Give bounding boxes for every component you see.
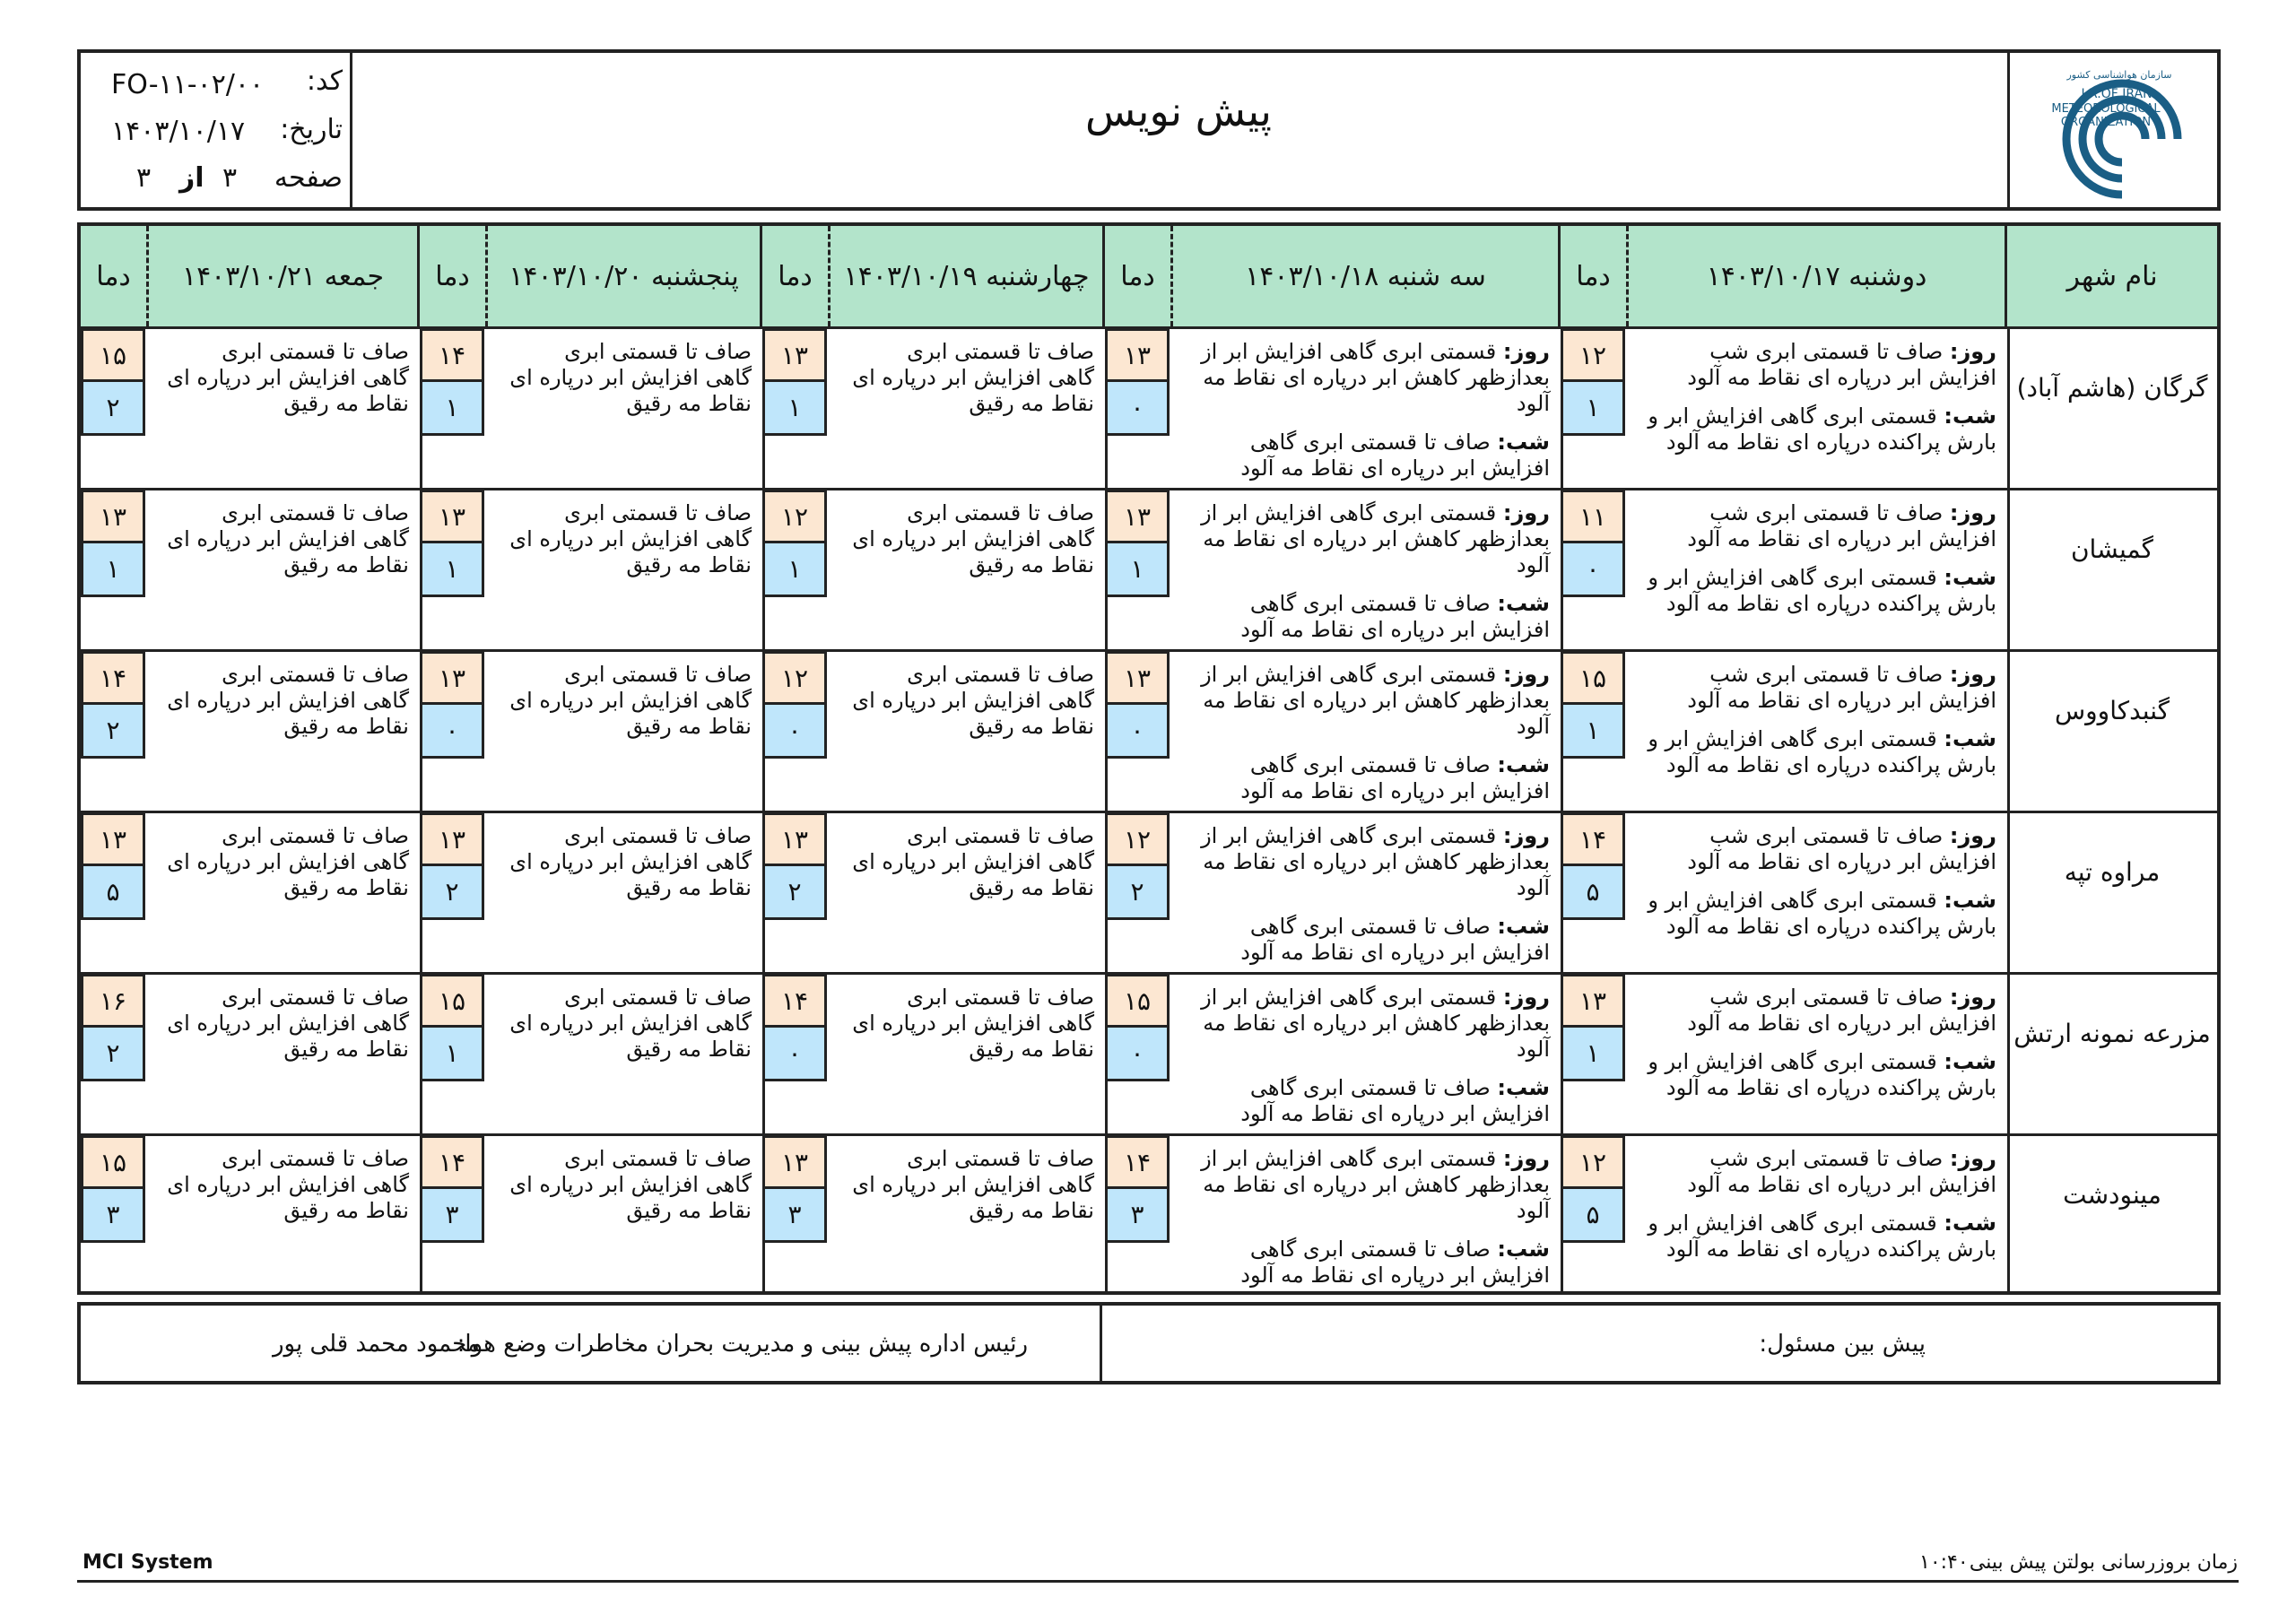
forecast-line: نقاط مه رقیق [626, 552, 752, 577]
col-header-city: نام شهر [2007, 226, 2217, 326]
page-title: پیش نویس [1085, 87, 1272, 135]
logo-spiral-icon [2016, 60, 2218, 204]
forecast-day-line [1203, 688, 1550, 714]
temp-min: ۱ [420, 382, 484, 436]
forecast-day-line [1709, 823, 1996, 849]
night-text: بارش پراکنده درپاره ای نقاط مه آلود [1665, 752, 1996, 777]
day-text: بعدازظهر کاهش ابر درپاره ای نقاط مه [1203, 526, 1550, 551]
temp-min: ۲ [420, 866, 484, 920]
forecast-line: نقاط مه رقیق [969, 1037, 1094, 1062]
forecast-line: گاهی افزایش ابر درپاره ای [167, 1011, 409, 1036]
forecast-line: نقاط مه رقیق [626, 1037, 752, 1062]
night-label: شب: [1497, 1237, 1550, 1262]
forecast-line: گاهی افزایش ابر درپاره ای [167, 526, 409, 551]
temp-min: ۱ [1105, 543, 1170, 597]
day-text: بعدازظهر کاهش ابر درپاره ای نقاط مه [1203, 365, 1550, 390]
temp-min: ۱ [420, 543, 484, 597]
code-value: FO-۱۱-۰۲/۰۰ [111, 69, 265, 100]
code-label: کد: [306, 65, 343, 97]
temp-min: ۰ [1561, 543, 1625, 597]
night-text: قسمتی ابری گاهی افزایش ابر و [1648, 565, 1937, 590]
temp-min: ۵ [1561, 866, 1625, 920]
forecast-day-line [1201, 823, 1550, 849]
day-text: قسمتی ابری گاهی افزایش ابر از [1201, 823, 1497, 848]
temp-max: ۱۳ [762, 812, 827, 866]
forecast-line: صاف تا قسمتی ابری [564, 500, 752, 525]
temp-max: ۱۳ [1105, 490, 1170, 543]
night-text: صاف تا قسمتی ابری گاهی [1249, 430, 1491, 455]
forecast-line: نقاط مه رقیق [283, 1198, 409, 1223]
forecast-line: صاف تا قسمتی ابری [222, 662, 409, 687]
temp-min: ۵ [81, 866, 145, 920]
temp-max: ۱۴ [762, 974, 827, 1028]
day-text: صاف تا قسمتی ابری شب [1709, 823, 1944, 848]
forecast-line: صاف تا قسمتی ابری [907, 339, 1094, 364]
head-label: رئیس اداره پیش بینی و مدیریت بحران مخاطرات وضع هوا: [457, 1331, 1028, 1358]
temp-max: ۱۲ [1561, 328, 1625, 382]
forecast-night-line [1250, 1237, 1550, 1263]
forecast-night-line [1666, 1075, 1996, 1101]
day-text: صاف تا قسمتی ابری شب [1709, 500, 1944, 525]
temp-max: ۱۵ [420, 974, 484, 1028]
day-text: آلود [1516, 714, 1550, 739]
night-text: قسمتی ابری گاهی افزایش ابر و [1648, 888, 1937, 913]
temp-max: ۱۵ [81, 328, 145, 382]
day-label: روز: [1949, 662, 1996, 687]
temp-max: ۱۳ [420, 651, 484, 705]
forecast-day-line [1201, 662, 1550, 688]
day-text: افزایش ابر درپاره ای نقاط مه آلود [1687, 526, 1996, 551]
temp-max: ۱۳ [762, 1135, 827, 1189]
forecast-line: نقاط مه رقیق [283, 391, 409, 416]
forecast-line: گاهی افزایش ابر درپاره ای [852, 1172, 1094, 1197]
col-header-day: پنجشنبه ۱۴۰۳/۱۰/۲۰ [488, 226, 762, 326]
day-text: آلود [1516, 552, 1550, 577]
forecast-night-line [1250, 1075, 1550, 1101]
head-name: محمود محمد قلی پور [273, 1331, 480, 1358]
forecast-line: نقاط مه رقیق [969, 552, 1094, 577]
temp-min: ۱ [420, 1028, 484, 1081]
day-label: روز: [1502, 662, 1550, 687]
forecast-day-line [1687, 688, 1996, 714]
day-text: افزایش ابر درپاره ای نقاط مه آلود [1687, 1172, 1996, 1197]
forecast-day-line [1517, 391, 1550, 417]
forecast-day-line [1687, 849, 1996, 875]
night-text: قسمتی ابری گاهی افزایش ابر و [1648, 726, 1937, 751]
forecaster-label: پیش بین مسئول: [1759, 1331, 1926, 1358]
night-label: شب: [1944, 1211, 1996, 1236]
day-text: بعدازظهر کاهش ابر درپاره ای نقاط مه [1203, 1172, 1550, 1197]
forecast-line: صاف تا قسمتی ابری [564, 1146, 752, 1171]
col-header-temp: دما [420, 226, 488, 326]
col-header-day: چهارشنبه ۱۴۰۳/۱۰/۱۹ [831, 226, 1105, 326]
forecast-line: نقاط مه رقیق [969, 714, 1094, 739]
day-text: بعدازظهر کاهش ابر درپاره ای نقاط مه [1203, 688, 1550, 713]
forecast-line: نقاط مه رقیق [283, 1037, 409, 1062]
forecast-night-line [1240, 778, 1550, 804]
col-header-temp: دما [81, 226, 149, 326]
forecast-line: صاف تا قسمتی ابری [222, 985, 409, 1010]
city-name: مراوه تپه [2064, 857, 2161, 887]
forecast-line: نقاط مه رقیق [283, 714, 409, 739]
night-text: افزایش ابر درپاره ای نقاط مه آلود [1240, 940, 1550, 965]
forecast-line: گاهی افزایش ابر درپاره ای [509, 526, 752, 551]
day-label: روز: [1949, 500, 1996, 525]
night-label: شب: [1944, 888, 1996, 913]
day-text: صاف تا قسمتی ابری شب [1709, 662, 1944, 687]
temp-min: ۰ [762, 1028, 827, 1081]
night-text: افزایش ابر درپاره ای نقاط مه آلود [1240, 617, 1550, 642]
forecast-night-line [1240, 1101, 1550, 1127]
night-text: افزایش ابر درپاره ای نقاط مه آلود [1240, 456, 1550, 481]
forecast-night-line [1648, 888, 1996, 914]
update-label: زمان بروزرسانی بولتن پیش بینی [1969, 1551, 2238, 1574]
forecast-day-line [1687, 1011, 1996, 1037]
day-text: افزایش ابر درپاره ای نقاط مه آلود [1687, 365, 1996, 390]
temp-max: ۱۴ [1561, 812, 1625, 866]
forecast-line: صاف تا قسمتی ابری [907, 1146, 1094, 1171]
temp-max: ۱۴ [81, 651, 145, 705]
forecast-night-line [1250, 914, 1550, 940]
temp-max: ۱۲ [1105, 812, 1170, 866]
city-name: مزرعه نمونه ارتش [2013, 1019, 2211, 1048]
night-text: صاف تا قسمتی ابری گاهی [1249, 591, 1491, 616]
forecast-day-line [1201, 500, 1550, 526]
forecast-day-line [1687, 1172, 1996, 1198]
day-text: بعدازظهر کاهش ابر درپاره ای نقاط مه [1203, 849, 1550, 874]
forecast-line: گاهی افزایش ابر درپاره ای [167, 365, 409, 390]
night-label: شب: [1497, 914, 1550, 939]
forecast-night-line [1648, 565, 1996, 591]
forecast-line: گاهی افزایش ابر درپاره ای [852, 1011, 1094, 1036]
forecast-line: گاهی افزایش ابر درپاره ای [167, 688, 409, 713]
form-header [77, 49, 2221, 211]
forecast-day-line [1709, 339, 1996, 365]
night-text: بارش پراکنده درپاره ای نقاط مه آلود [1665, 591, 1996, 616]
page-of: از [179, 162, 204, 194]
night-text: قسمتی ابری گاهی افزایش ابر و [1648, 1049, 1937, 1074]
forecast-line: گاهی افزایش ابر درپاره ای [167, 849, 409, 874]
forecast-day-line [1709, 662, 1996, 688]
forecast-line: نقاط مه رقیق [626, 875, 752, 900]
night-label: شب: [1497, 591, 1550, 616]
forecast-table [77, 222, 2221, 1295]
forecast-line: گاهی افزایش ابر درپاره ای [509, 688, 752, 713]
forecast-line: صاف تا قسمتی ابری [564, 823, 752, 848]
forecast-line: نقاط مه رقیق [626, 1198, 752, 1223]
forecast-line: صاف تا قسمتی ابری [907, 500, 1094, 525]
temp-min: ۰ [762, 705, 827, 759]
night-text: بارش پراکنده درپاره ای نقاط مه آلود [1665, 1237, 1996, 1262]
forecast-line: نقاط مه رقیق [283, 552, 409, 577]
day-label: روز: [1949, 339, 1996, 364]
temp-min: ۲ [1105, 866, 1170, 920]
day-text: قسمتی ابری گاهی افزایش ابر از [1201, 985, 1497, 1010]
forecast-night-line [1250, 430, 1550, 456]
day-label: روز: [1949, 1146, 1996, 1171]
forecast-day-line [1203, 526, 1550, 552]
forecast-day-line [1709, 500, 1996, 526]
day-text: آلود [1516, 1198, 1550, 1223]
forecast-day-line [1709, 1146, 1996, 1172]
forecast-line: صاف تا قسمتی ابری [222, 339, 409, 364]
temp-min: ۳ [81, 1189, 145, 1243]
update-time: ۱۰:۴۰ [1919, 1551, 1969, 1574]
temp-min: ۱ [81, 543, 145, 597]
forecast-day-line [1203, 1172, 1550, 1198]
forecast-night-line [1250, 752, 1550, 778]
forecast-line: گاهی افزایش ابر درپاره ای [509, 1172, 752, 1197]
temp-min: ۰ [1105, 382, 1170, 436]
temp-min: ۲ [81, 382, 145, 436]
temp-max: ۱۶ [81, 974, 145, 1028]
city-name: گرگان (هاشم آباد) [2016, 373, 2208, 403]
date-value: ۱۴۰۳/۱۰/۱۷ [111, 116, 246, 147]
forecast-line: صاف تا قسمتی ابری [907, 823, 1094, 848]
temp-max: ۱۴ [1105, 1135, 1170, 1189]
temp-max: ۱۵ [1105, 974, 1170, 1028]
temp-max: ۱۲ [762, 651, 827, 705]
temp-min: ۰ [420, 705, 484, 759]
temp-min: ۲ [81, 1028, 145, 1081]
page-total: ۳ [136, 162, 152, 194]
day-label: روز: [1502, 823, 1550, 848]
day-text: صاف تا قسمتی ابری شب [1709, 1146, 1944, 1171]
night-text: بارش پراکنده درپاره ای نقاط مه آلود [1665, 1075, 1996, 1100]
forecast-night-line [1648, 1049, 1996, 1075]
night-label: شب: [1497, 752, 1550, 777]
day-label: روز: [1502, 1146, 1550, 1171]
night-label: شب: [1497, 430, 1550, 455]
forecast-line: صاف تا قسمتی ابری [564, 985, 752, 1010]
night-text: قسمتی ابری گاهی افزایش ابر و [1648, 1211, 1937, 1236]
col-header-temp: دما [762, 226, 831, 326]
forecast-line: گاهی افزایش ابر درپاره ای [509, 849, 752, 874]
forecast-line: گاهی افزایش ابر درپاره ای [509, 1011, 752, 1036]
temp-min: ۲ [81, 705, 145, 759]
temp-min: ۵ [1561, 1189, 1625, 1243]
temp-min: ۱ [1561, 382, 1625, 436]
forecast-line: گاهی افزایش ابر درپاره ای [852, 365, 1094, 390]
temp-min: ۳ [420, 1189, 484, 1243]
temp-max: ۱۴ [420, 1135, 484, 1189]
forecast-line: نقاط مه رقیق [969, 1198, 1094, 1223]
page-label: صفحه [274, 162, 343, 194]
temp-max: ۱۳ [420, 490, 484, 543]
city-name: گمیشان [2070, 534, 2154, 564]
night-label: شب: [1497, 1075, 1550, 1100]
forecast-day-line [1687, 365, 1996, 391]
forecast-day-line [1201, 1146, 1550, 1172]
date-label: تاریخ: [280, 114, 343, 145]
forecast-line: صاف تا قسمتی ابری [907, 985, 1094, 1010]
temp-max: ۱۳ [420, 812, 484, 866]
city-name: مینودشت [2063, 1180, 2161, 1210]
night-text: صاف تا قسمتی ابری گاهی [1249, 1237, 1491, 1262]
forecast-night-line [1240, 940, 1550, 966]
forecast-line: نقاط مه رقیق [626, 391, 752, 416]
forecast-night-line [1240, 1263, 1550, 1289]
forecast-day-line [1709, 985, 1996, 1011]
forecast-day-line [1201, 339, 1550, 365]
night-label: شب: [1944, 404, 1996, 429]
signature-box [77, 1302, 2221, 1384]
forecast-day-line [1517, 875, 1550, 901]
temp-max: ۱۱ [1561, 490, 1625, 543]
forecast-line: نقاط مه رقیق [626, 714, 752, 739]
temp-min: ۱ [762, 543, 827, 597]
forecast-line: نقاط مه رقیق [969, 875, 1094, 900]
night-label: شب: [1944, 565, 1996, 590]
night-text: افزایش ابر درپاره ای نقاط مه آلود [1240, 1101, 1550, 1126]
forecast-night-line [1250, 591, 1550, 617]
temp-max: ۱۳ [81, 812, 145, 866]
day-text: قسمتی ابری گاهی افزایش ابر از [1201, 339, 1497, 364]
forecast-line: صاف تا قسمتی ابری [222, 500, 409, 525]
day-text: آلود [1516, 875, 1550, 900]
day-text: افزایش ابر درپاره ای نقاط مه آلود [1687, 849, 1996, 874]
temp-min: ۰ [1105, 1028, 1170, 1081]
day-text: آلود [1516, 1037, 1550, 1062]
temp-max: ۱۳ [1561, 974, 1625, 1028]
forecast-line: نقاط مه رقیق [283, 875, 409, 900]
night-text: صاف تا قسمتی ابری گاهی [1249, 1075, 1491, 1100]
logo-text-en-3: ORGANIZATION [2060, 116, 2152, 129]
night-text: افزایش ابر درپاره ای نقاط مه آلود [1240, 778, 1550, 803]
forecast-day-line [1517, 1037, 1550, 1063]
forecast-day-line [1517, 714, 1550, 740]
system-name: MCI System [83, 1551, 213, 1574]
day-text: افزایش ابر درپاره ای نقاط مه آلود [1687, 1011, 1996, 1036]
forecast-day-line [1203, 849, 1550, 875]
forecast-day-line [1517, 1198, 1550, 1224]
day-text: قسمتی ابری گاهی افزایش ابر از [1201, 500, 1497, 525]
temp-max: ۱۵ [81, 1135, 145, 1189]
day-text: صاف تا قسمتی ابری شب [1709, 339, 1944, 364]
temp-min: ۱ [1561, 705, 1625, 759]
forecast-night-line [1240, 456, 1550, 482]
col-header-temp: دما [1105, 226, 1173, 326]
temp-max: ۱۳ [81, 490, 145, 543]
temp-max: ۱۳ [1105, 651, 1170, 705]
day-label: روز: [1502, 500, 1550, 525]
col-header-day: جمعه ۱۴۰۳/۱۰/۲۱ [149, 226, 420, 326]
temp-min: ۲ [762, 866, 827, 920]
night-text: بارش پراکنده درپاره ای نقاط مه آلود [1665, 914, 1996, 939]
forecast-night-line [1666, 1237, 1996, 1263]
forecast-line: گاهی افزایش ابر درپاره ای [852, 526, 1094, 551]
forecast-day-line [1517, 552, 1550, 578]
day-text: آلود [1516, 391, 1550, 416]
temp-min: ۱ [1561, 1028, 1625, 1081]
day-label: روز: [1502, 985, 1550, 1010]
night-text: قسمتی ابری گاهی افزایش ابر و [1648, 404, 1937, 429]
temp-max: ۱۳ [1105, 328, 1170, 382]
forecast-line: صاف تا قسمتی ابری [222, 1146, 409, 1171]
logo-text-en-1: I.R.OF IRAN [2081, 87, 2152, 101]
temp-max: ۱۳ [762, 328, 827, 382]
forecast-night-line [1240, 617, 1550, 643]
forecast-line: نقاط مه رقیق [969, 391, 1094, 416]
forecast-line: صاف تا قسمتی ابری [907, 662, 1094, 687]
day-text: افزایش ابر درپاره ای نقاط مه آلود [1687, 688, 1996, 713]
temp-min: ۱ [762, 382, 827, 436]
forecast-day-line [1201, 985, 1550, 1011]
forecast-day-line [1203, 365, 1550, 391]
logo-text-en-2: METEOROLOGICAL [2051, 102, 2161, 116]
forecast-line: گاهی افزایش ابر درپاره ای [509, 365, 752, 390]
day-label: روز: [1949, 823, 1996, 848]
night-text: بارش پراکنده درپاره ای نقاط مه آلود [1665, 430, 1996, 455]
day-label: روز: [1502, 339, 1550, 364]
forecast-night-line [1648, 1211, 1996, 1237]
temp-max: ۱۲ [1561, 1135, 1625, 1189]
forecast-night-line [1666, 591, 1996, 617]
day-text: بعدازظهر کاهش ابر درپاره ای نقاط مه [1203, 1011, 1550, 1036]
night-label: شب: [1944, 1049, 1996, 1074]
forecast-night-line [1666, 914, 1996, 940]
day-text: صاف تا قسمتی ابری شب [1709, 985, 1944, 1010]
forecast-line: گاهی افزایش ابر درپاره ای [852, 849, 1094, 874]
forecast-day-line [1687, 526, 1996, 552]
col-header-day: سه شنبه ۱۴۰۳/۱۰/۱۸ [1173, 226, 1561, 326]
night-text: صاف تا قسمتی ابری گاهی [1249, 752, 1491, 777]
night-text: افزایش ابر درپاره ای نقاط مه آلود [1240, 1263, 1550, 1288]
forecast-night-line [1666, 752, 1996, 778]
day-label: روز: [1949, 985, 1996, 1010]
temp-min: ۳ [1105, 1189, 1170, 1243]
forecast-line: گاهی افزایش ابر درپاره ای [852, 688, 1094, 713]
forecast-line: صاف تا قسمتی ابری [564, 339, 752, 364]
temp-max: ۱۲ [762, 490, 827, 543]
day-text: قسمتی ابری گاهی افزایش ابر از [1201, 1146, 1497, 1171]
column-divider [2007, 326, 2010, 1291]
col-header-day: دوشنبه ۱۴۰۳/۱۰/۱۷ [1629, 226, 2007, 326]
forecast-day-line [1203, 1011, 1550, 1037]
page-num: ۳ [222, 162, 238, 194]
temp-min: ۰ [1105, 705, 1170, 759]
forecast-night-line [1666, 430, 1996, 456]
temp-max: ۱۴ [420, 328, 484, 382]
forecast-night-line [1648, 404, 1996, 430]
city-name: گنبدکاووس [2054, 696, 2170, 725]
forecast-line: صاف تا قسمتی ابری [222, 823, 409, 848]
day-text: قسمتی ابری گاهی افزایش ابر از [1201, 662, 1497, 687]
forecast-line: گاهی افزایش ابر درپاره ای [167, 1172, 409, 1197]
temp-max: ۱۵ [1561, 651, 1625, 705]
forecast-line: صاف تا قسمتی ابری [564, 662, 752, 687]
night-label: شب: [1944, 726, 1996, 751]
col-header-temp: دما [1561, 226, 1629, 326]
night-text: صاف تا قسمتی ابری گاهی [1249, 914, 1491, 939]
temp-min: ۳ [762, 1189, 827, 1243]
logo-text-fa: سازمان هواشناسی کشور [2066, 69, 2172, 81]
forecast-night-line [1648, 726, 1996, 752]
logo [2016, 60, 2218, 204]
footer-divider [77, 1580, 2239, 1583]
